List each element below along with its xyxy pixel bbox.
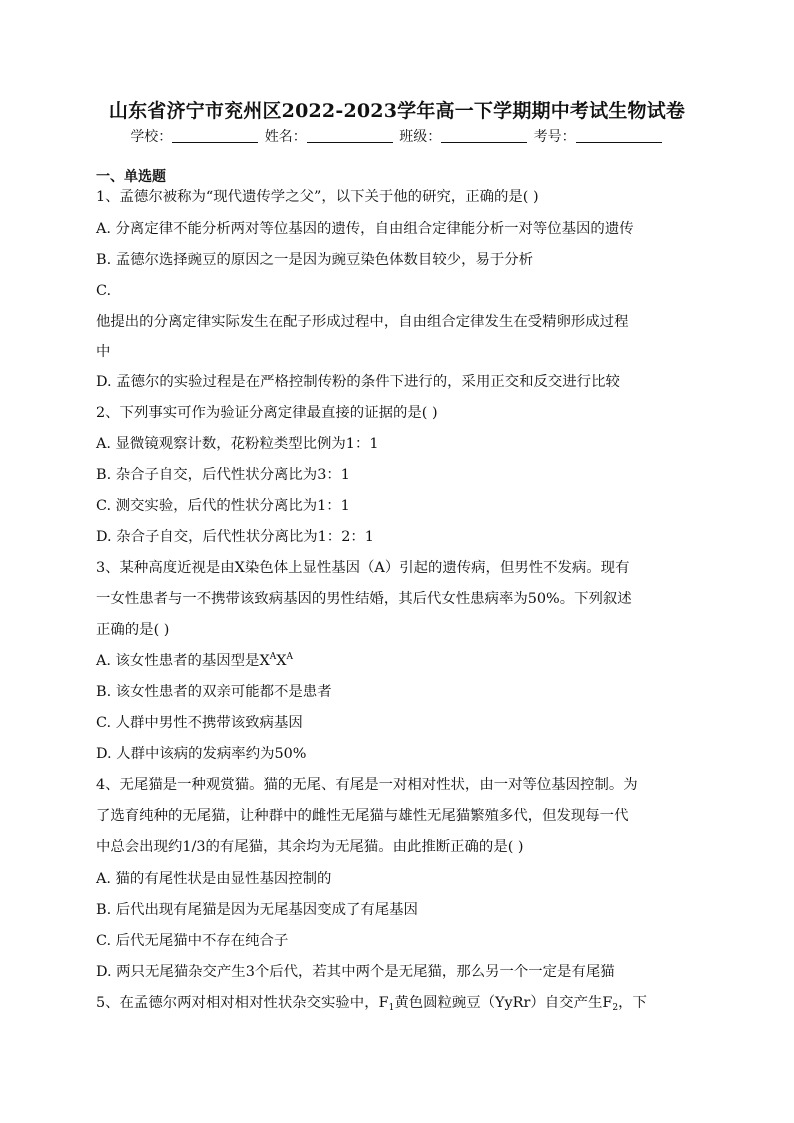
q5-sub-2: 2 xyxy=(612,1003,619,1013)
genotype-sup2: A xyxy=(286,652,293,662)
q5-stem-line1 xyxy=(96,994,696,1012)
q4-stem-line1: 4、无尾猫是一种观赏猫。猫的无尾、有尾是一对相对性状，由一对等位基因控制。为 xyxy=(96,777,638,793)
q3-stem-line2: 一女性患者与一不携带该致病基因的男性结婚，其后代女性患病率为50%。下列叙述 xyxy=(96,591,632,607)
name-blank[interactable] xyxy=(307,128,393,143)
q3-option-b: B. 该女性患者的双亲可能都不是患者 xyxy=(96,684,332,700)
q1-option-c-line2: 中 xyxy=(96,344,111,360)
q3-stem-line1: 3、某种高度近视是由X染色体上显性基因（A）引起的遗传病，但男性不发病。现有 xyxy=(96,560,630,576)
q5-stem-part1: 5、在孟德尔两对相对相对性状杂交实验中，F xyxy=(96,995,389,1011)
exam-number-blank[interactable] xyxy=(576,128,662,143)
genotype-x1: X xyxy=(259,653,270,669)
q2-option-a: A. 显微镜观察计数，花粉粒类型比例为1：1 xyxy=(96,436,379,452)
student-info-row xyxy=(0,126,794,146)
q3-option-c: C. 人群中男性不携带该致病基因 xyxy=(96,715,303,731)
page-title: 山东省济宁市兖州区2022-2023学年高一下学期期中考试生物试卷 xyxy=(108,100,686,122)
q3-option-d: D. 人群中该病的发病率约为50% xyxy=(96,746,307,762)
q1-stem: 1、孟德尔被称为“现代遗传学之父”，以下关于他的研究，正确的是( ) xyxy=(96,189,539,205)
q4-option-b: B. 后代出现有尾猫是因为无尾基因变成了有尾基因 xyxy=(96,902,418,918)
q1-option-d: D. 孟德尔的实验过程是在严格控制传粉的条件下进行的，采用正交和反交进行比较 xyxy=(96,374,620,390)
q1-option-a: A. 分离定律不能分析两对等位基因的遗传，自由组合定律能分析一对等位基因的遗传 xyxy=(96,221,634,237)
q5-stem-part3: ，下 xyxy=(618,995,647,1011)
q3-option-a-text: A. 该女性患者的基因型是 xyxy=(96,653,260,669)
name-label: 姓名： xyxy=(264,129,307,145)
q1-option-c-line1: 他提出的分离定律实际发生在配子形成过程中，自由组合定律发生在受精卵形成过程 xyxy=(96,314,629,330)
q4-option-d: D. 两只无尾猫杂交产生3个后代，若其中两个是无尾猫，那么另一个一定是有尾猫 xyxy=(96,964,615,980)
q1-option-c-label: C. xyxy=(96,283,112,299)
q1-option-b: B. 孟德尔选择豌豆的原因之一是因为豌豆染色体数目较少，易于分析 xyxy=(96,252,534,268)
q2-option-b: B. 杂合子自交，后代性状分离比为3：1 xyxy=(96,467,350,483)
q5-sub-1: 1 xyxy=(388,1003,395,1013)
q2-option-d: D. 杂合子自交，后代性状分离比为1：2：1 xyxy=(96,529,374,545)
genotype-sup1: A xyxy=(269,652,277,662)
genotype-x2: X xyxy=(276,653,287,669)
school-blank[interactable] xyxy=(172,128,258,143)
q2-option-c: C. 测交实验，后代的性状分离比为1：1 xyxy=(96,498,350,514)
q2-stem: 2、下列事实可作为验证分离定律最直接的证据的是( ) xyxy=(96,405,438,421)
exam-number-label: 考号： xyxy=(533,129,576,145)
q4-option-a: A. 猫的有尾性状是由显性基因控制的 xyxy=(96,871,332,887)
class-blank[interactable] xyxy=(441,128,527,143)
section-title: 一、单选题 xyxy=(96,169,166,185)
q3-option-a xyxy=(96,652,696,670)
q3-stem-line3: 正确的是( ) xyxy=(96,622,170,638)
q4-stem-line3: 中总会出现约1/3的有尾猫，其余均为无尾猫。由此推断正确的是( ) xyxy=(96,839,524,855)
school-label: 学校： xyxy=(130,129,173,145)
class-label: 班级： xyxy=(399,129,442,145)
q5-stem-part2: 黄色圆粒豌豆（YyRr）自交产生F xyxy=(394,995,613,1011)
q4-option-c: C. 后代无尾猫中不存在纯合子 xyxy=(96,933,289,949)
q4-stem-line2: 了选育纯种的无尾猫，让种群中的雌性无尾猫与雄性无尾猫繁殖多代，但发现每一代 xyxy=(96,808,629,824)
